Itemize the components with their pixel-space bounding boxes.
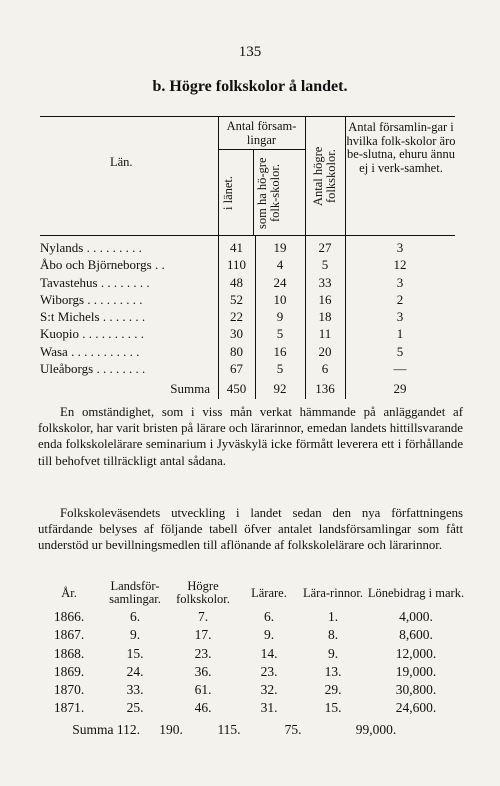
yearly-statistics-table [38,578,468,740]
table-row: Wasa . . . . . . . . . . . 80 16 20 5 [40,343,404,359]
table-row: 1869. 24. 36. 23. 13. 19,000. [53,663,437,679]
table-row: Wiborgs . . . . . . . . . 52 10 16 2 [40,291,404,307]
table-row: S:t Michels . . . . . . . 22 9 18 3 [40,309,404,325]
paragraph-teacher-shortage: En omständighet, som i viss mån verkat hämmande på anläggandet af folkskolor, har varit bristen på lärare och lärarinnor, emedan landets hittillsvarande enda folkskolelärare seminarium i Jyväskylä icke förmått leverera ett i förhållande till behofvet tillräckligt antal sådana. [38,405,463,468]
header-verksamhet: Antal församlin-gar i hvilka folk-skolor äro be-slutna, ehuru ännu ej i verk-samhet. [346,120,456,175]
table-row: Nylands . . . . . . . . . 41 19 27 3 [40,240,404,255]
header-som-ha-hogre: som ha hö-gre folk-skolor. [255,157,282,229]
table-row: 1870. 33. 61. 32. 29. 30,800. [53,682,437,698]
table-header [40,117,455,235]
table-header: År. Landsför-samlingar. Högre folkskolor. Lärare. Lära-rinnor. Lönebidrag i mark. [61,579,465,606]
page-number: 135 [238,44,262,60]
table-row: 1868. 15. 23. 14. 9. 12,000. [53,645,437,661]
sum-label: Summa 112. [72,721,140,737]
table-row: 1866. 6. 7. 6. 1. 4,000. [53,609,433,624]
table-row: Kuopio . . . . . . . . . . 30 5 11 1 [40,326,404,342]
table-row: Tavastehus . . . . . . . . 48 24 33 3 [40,274,404,290]
lan-statistics-table [40,116,455,399]
table-row: 1871. 25. 46. 31. 15. 24,600. [53,700,437,716]
table-sum-row: Summa 450 92 136 29 [40,379,455,399]
table-row: Åbo och Björneborgs . . 110 4 5 12 [40,257,407,273]
table-sum-row: Summa 112. 190. 115. 75. 99,000. [38,720,468,740]
sum-label: Summa [170,381,210,397]
header-antal-hogre: Antal högre folkskolor. [311,146,338,206]
table-row: 1867. 9. 17. 9. 8. 8,600. [53,627,433,643]
header-i-lanet: i länet. [221,176,235,211]
header-antal-forsamlingar: Antal försam-lingar [226,119,297,147]
table-row: Uleåborgs . . . . . . . . 67 5 6 — [40,361,407,377]
table-body [40,236,455,399]
paragraph-development: Folkskoleväsendets utveckling i landet sedan den nya författningens utfärdande belyses af följande tabell öfver antalet landsförsamlingar som fått understöd ur bevillningsmedlen till aflönande af folkskolelärare och lärarinnor. [38,506,463,553]
section-title: b. Högre folkskolor å landet. [152,78,348,95]
header-lan: Län. [110,155,133,169]
